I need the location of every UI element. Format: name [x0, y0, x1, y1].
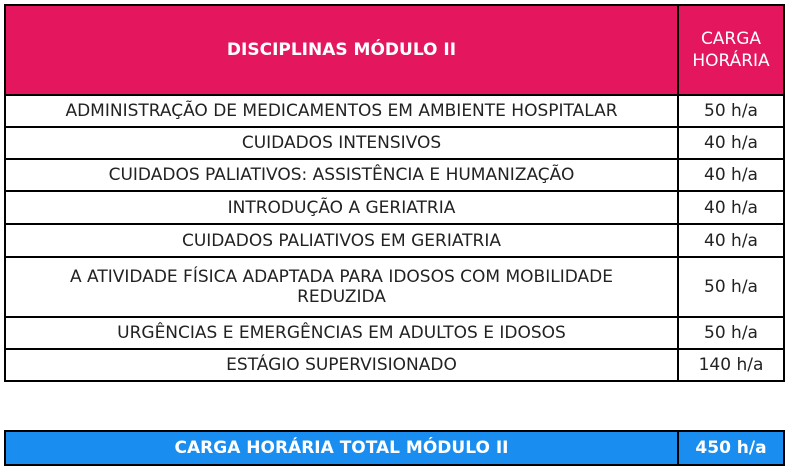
- discipline-hours: 50 h/a: [678, 317, 784, 349]
- discipline-name: CUIDADOS INTENSIVOS: [5, 127, 678, 159]
- discipline-name-line1: A ATIVIDADE FÍSICA ADAPTADA PARA IDOSOS COM MOBILIDADE: [70, 267, 613, 287]
- discipline-name: [5, 257, 678, 317]
- discipline-hours: 50 h/a: [678, 95, 784, 127]
- header-disciplines: DISCIPLINAS MÓDULO II: [5, 5, 678, 95]
- discipline-hours: 40 h/a: [678, 127, 784, 159]
- table-row: [5, 349, 784, 381]
- discipline-name: URGÊNCIAS E EMERGÊNCIAS EM ADULTOS E IDOSOS: [5, 317, 678, 349]
- discipline-name: ESTÁGIO SUPERVISIONADO: [5, 349, 678, 381]
- table-row: [5, 191, 784, 224]
- discipline-hours: 50 h/a: [678, 257, 784, 317]
- discipline-hours: 140 h/a: [678, 349, 784, 381]
- total-row: [5, 431, 784, 465]
- discipline-hours: 40 h/a: [678, 191, 784, 224]
- table-header-row: [5, 5, 784, 95]
- header-workload: [678, 5, 784, 95]
- table-row: [5, 95, 784, 127]
- discipline-hours: 40 h/a: [678, 159, 784, 191]
- total-table: [4, 430, 785, 466]
- discipline-name: ADMINISTRAÇÃO DE MEDICAMENTOS EM AMBIENTE HOSPITALAR: [5, 95, 678, 127]
- total-hours: 450 h/a: [678, 431, 784, 465]
- table-row: [5, 257, 784, 317]
- discipline-name: INTRODUÇÃO A GERIATRIA: [5, 191, 678, 224]
- header-workload-line2: HORÁRIA: [692, 51, 770, 71]
- disciplines-table: [4, 4, 785, 382]
- header-workload-line1: CARGA: [700, 29, 762, 49]
- discipline-hours: 40 h/a: [678, 224, 784, 257]
- discipline-name: CUIDADOS PALIATIVOS: ASSISTÊNCIA E HUMANIZAÇÃO: [5, 159, 678, 191]
- table-row: [5, 317, 784, 349]
- total-label: CARGA HORÁRIA TOTAL MÓDULO II: [5, 431, 678, 465]
- table-row: [5, 159, 784, 191]
- discipline-name-line2: REDUZIDA: [297, 287, 386, 307]
- table-row: [5, 127, 784, 159]
- discipline-name: CUIDADOS PALIATIVOS EM GERIATRIA: [5, 224, 678, 257]
- table-row: [5, 224, 784, 257]
